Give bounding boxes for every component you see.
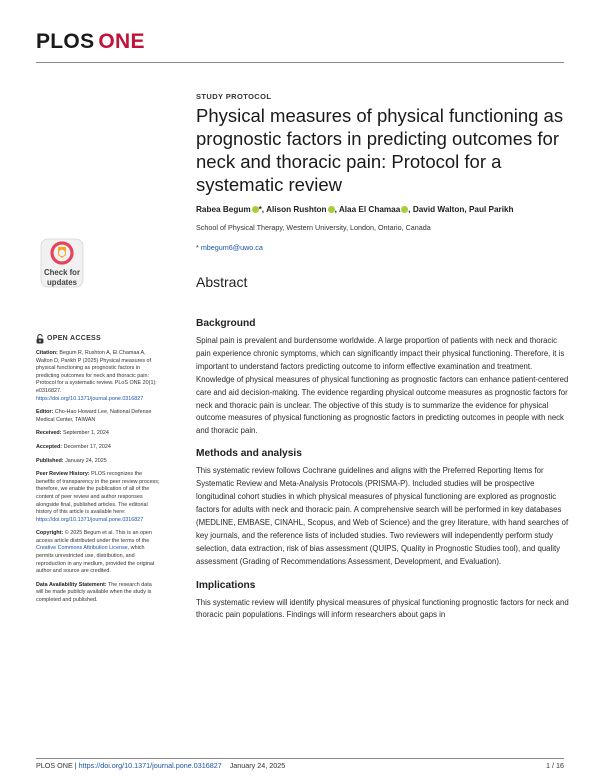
data-availability-block xyxy=(36,582,160,605)
license-link[interactable]: Creative Commons Attribution License xyxy=(36,545,128,552)
author-name[interactable]: David Walton xyxy=(412,205,465,214)
copyright-block xyxy=(36,530,160,576)
author-name[interactable]: Paul Parikh xyxy=(468,205,514,214)
published-label: Published: xyxy=(36,457,64,464)
footer-divider xyxy=(36,758,564,759)
accepted-label: Accepted: xyxy=(36,443,63,450)
accepted-block xyxy=(36,444,160,452)
journal-logo xyxy=(36,30,145,54)
received-label: Received: xyxy=(36,430,62,437)
section-text-background: Spinal pain is prevalent and burdensome worldwide. A large proportion of patients with neck and thoracic pain experience chronic symptoms, which can significantly impact their physical functioning. Therefore, it is important to understand factors predicting outcome to inform effective examination and treatment. Knowledge of physical measures of physical functioning as prognostic factors can enhance patient-centered care and aid decision-making. The evidence regarding physical outcome measures as prognostic factors for neck and thoracic pain is unclear. The objective of this study is to summarize the evidence for physical outcome measures of physical functioning as prognostic factors in predicting outcomes in people with neck and thoracic pain. xyxy=(196,336,569,436)
section-text-implications: This systematic review will identify physical measures of physical functioning prognostic factors for neck and thoracic pain populations. Findings will inform researchers about gaps in xyxy=(196,597,569,620)
crossmark-label-line2: updates xyxy=(47,277,77,287)
copyright-label: Copyright: xyxy=(36,530,64,537)
author-name[interactable]: Rabea Begum xyxy=(196,205,251,214)
copyright-text: © 2025 Begum et al. This is an open access article distributed under the terms of the xyxy=(36,530,152,544)
open-access-badge xyxy=(36,334,160,344)
page-number: 1 / 16 xyxy=(546,761,564,770)
peer-review-block xyxy=(36,471,160,524)
data-availability-label: Data Availability Statement: xyxy=(36,581,107,588)
section-heading-methods: Methods and analysis xyxy=(196,448,302,460)
author-name[interactable]: Alison Rushton xyxy=(266,205,327,214)
accepted-date: December 17, 2024 xyxy=(63,443,111,450)
author-list xyxy=(196,205,576,214)
section-heading-background: Background xyxy=(196,318,256,329)
published-block xyxy=(36,458,160,466)
editor-block xyxy=(36,409,160,424)
author-suffix: , xyxy=(408,205,411,214)
open-access-label: OPEN ACCESS xyxy=(47,335,101,343)
citation-label: Citation: xyxy=(36,350,58,356)
citation-link[interactable]: https://doi.org/10.1371/journal.pone.0316827 xyxy=(36,395,144,402)
orcid-icon[interactable] xyxy=(328,206,335,213)
author-name[interactable]: Alaa El Chamaa xyxy=(338,205,401,214)
received-date: September 1, 2024 xyxy=(62,430,109,437)
data-availability-text: The research data will be made publicly available when the study is completed and published. xyxy=(36,581,152,604)
footer-doi-link[interactable]: https://doi.org/10.1371/journal.pone.0316827 xyxy=(78,761,222,770)
lock-open-icon xyxy=(36,334,44,344)
journal-name-one: ONE xyxy=(98,30,145,53)
received-block xyxy=(36,430,160,438)
abstract-heading: Abstract xyxy=(196,274,248,290)
article-title: Physical measures of physical functioning as prognostic factors in predicting outcomes for neck and thoracic pain: Protocol for a systematic review xyxy=(196,105,564,195)
header-divider xyxy=(36,62,564,63)
crossmark-label[interactable] xyxy=(34,268,90,287)
article-type: STUDY PROTOCOL xyxy=(196,92,272,101)
copyright-text-continued: , which permits unrestricted use, distribution, and reproduction in any medium, provided the original author and source are credited. xyxy=(36,545,155,575)
corresponding-email xyxy=(196,243,263,252)
peer-review-label: Peer Review History: xyxy=(36,471,90,478)
author-affiliation: School of Physical Therapy, Western University, London, Ontario, Canada xyxy=(196,223,431,232)
email-marker: * xyxy=(196,243,199,252)
footer-citation xyxy=(36,761,285,770)
crossmark-label-line1: Check for xyxy=(44,268,80,277)
section-heading-implications: Implications xyxy=(196,579,256,591)
citation-text: Begum R, Rushton A, El Chamaa A, Walton D, Parikh P (2025) Physical measures of physical functioning as prognostic factors in predicting outcomes for neck and thoracic pain: Protocol for a systematic review. PLoS ONE 20(1): e0316827. xyxy=(36,350,157,394)
footer-separator: | xyxy=(72,761,79,770)
citation-block xyxy=(36,350,160,403)
email-link[interactable]: mbegum6@uwo.ca xyxy=(200,243,263,252)
editor-label: Editor: xyxy=(36,409,54,416)
article-info-sidebar xyxy=(36,334,160,611)
editor-text: Cho-Hao Howard Lee, National Defense Medical Center, TAIWAN xyxy=(36,409,152,423)
section-text-methods: This systematic review follows Cochrane guidelines and aligns with the Preferred Reporting Items for Systematic Review and Meta-Analysis Protocols (PRISMA-P). Included studies will be prospective longitudinal cohort studies in which physical measures of physical functioning are explored as prognostic factors for adults with neck and thoracic pain. A comprehensive search will be performed in key databases (MEDLINE, EMBASE, CINAHL, Scopus, and Web of Science) and the grey literature, with hand searches of key journals, and the reference lists of included studies. Two reviewers will independently perform study selection, data extraction, risk of bias assessment (QUIPS, Quality in Prognostic Studies tool), and quality assessment (Grading of Recommendations Assessment, Development, and Evaluation). xyxy=(196,466,569,566)
footer-journal: PLOS ONE xyxy=(36,761,73,770)
author-suffix: *, xyxy=(258,205,265,214)
author-suffix: , xyxy=(334,205,337,214)
journal-name-plos: PLOS xyxy=(36,30,95,53)
author-suffix: , xyxy=(464,205,469,214)
peer-review-text: PLOS recognizes the benefits of transparency in the peer review process; therefore, we enable the publication of all of the content of peer review and author responses alongside final, published articles. The editorial history of this article is available here: xyxy=(36,471,160,516)
peer-review-link[interactable]: https://doi.org/10.1371/journal.pone.0316827 xyxy=(36,516,144,523)
abstract-body xyxy=(196,318,570,622)
published-date: January 24, 2025 xyxy=(65,457,107,464)
footer-date: January 24, 2025 xyxy=(229,761,286,770)
orcid-icon[interactable] xyxy=(252,206,259,213)
